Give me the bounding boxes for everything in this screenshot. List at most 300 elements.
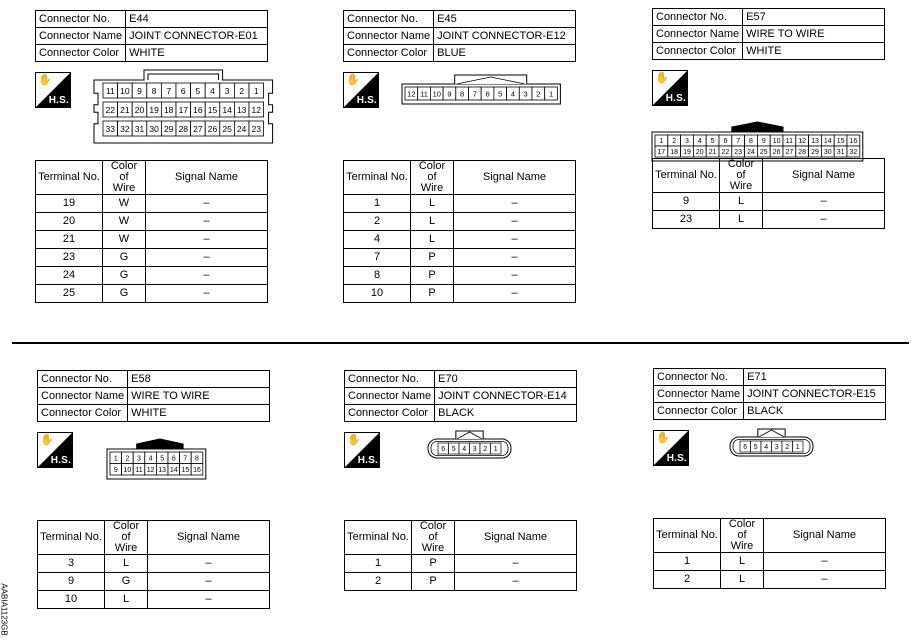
terminal-number: 24 — [36, 267, 103, 285]
terminal-number: 2 — [345, 573, 412, 591]
pin-number: 2 — [125, 455, 130, 463]
connector-color-label: Connector Color — [344, 45, 434, 62]
color-of-wire-header-line1: Color of — [112, 520, 140, 543]
pin-number: 9 — [113, 466, 118, 474]
signal-name: – — [454, 267, 576, 285]
pin-number: 5 — [710, 138, 715, 146]
connector-block-e45 — [343, 10, 578, 303]
wire-color: L — [721, 571, 764, 589]
terminal-table-header — [36, 161, 268, 195]
wire-color: W — [103, 231, 146, 249]
terminal-row — [653, 193, 885, 211]
wire-color: P — [411, 249, 454, 267]
pin-number: 13 — [236, 104, 247, 115]
signal-name: – — [146, 249, 268, 267]
pin-number: 2 — [536, 89, 541, 99]
pin-number: 23 — [251, 123, 262, 134]
pin-number: 2 — [239, 86, 245, 97]
wire-color: P — [412, 573, 455, 591]
terminal-table-header — [654, 519, 886, 553]
pin-number: 6 — [180, 86, 186, 97]
pin-number: 4 — [462, 446, 467, 454]
connector-color-value: WHITE — [128, 405, 270, 422]
terminal-row — [38, 591, 270, 609]
connector-color-label: Connector Color — [345, 405, 435, 422]
wire-color: G — [103, 249, 146, 267]
connector-name-value: JOINT CONNECTOR-E15 — [744, 386, 886, 403]
pin-number: 2 — [785, 444, 790, 452]
harness-side-icon — [653, 430, 689, 466]
signal-name: – — [146, 267, 268, 285]
pin-number: 24 — [747, 149, 755, 157]
connector-block-e58 — [37, 370, 272, 609]
terminal-row — [38, 555, 270, 573]
pin-number: 9 — [447, 89, 452, 99]
connector-number-label: Connector No. — [344, 11, 434, 28]
connector-number-value: E70 — [435, 371, 577, 388]
wire-color: L — [105, 555, 148, 573]
terminal-row — [38, 573, 270, 591]
connector-block-e71 — [653, 368, 888, 589]
signal-name: – — [454, 285, 576, 303]
connector-number-value: E71 — [744, 369, 886, 386]
terminal-row — [36, 195, 268, 213]
harness-side-icon — [37, 432, 73, 468]
color-of-wire-header-line2: Wire — [114, 542, 138, 554]
pin-number: 8 — [151, 86, 157, 97]
terminal-row — [653, 211, 885, 229]
pin-number: 32 — [849, 149, 858, 157]
terminal-no-header: Terminal No. — [36, 161, 103, 195]
terminal-row — [654, 571, 886, 589]
connector-number-label: Connector No. — [36, 11, 126, 28]
info-row — [654, 403, 886, 420]
info-row — [653, 9, 885, 26]
pin-number: 3 — [224, 86, 230, 97]
pin-number: 16 — [193, 466, 201, 474]
connector-number-value: E45 — [434, 11, 576, 28]
pin-number: 12 — [798, 138, 807, 146]
wire-color: L — [720, 193, 763, 211]
wire-color: P — [411, 285, 454, 303]
connector-color-label: Connector Color — [36, 45, 126, 62]
wire-color: L — [105, 591, 148, 609]
hand-icon: ✋ — [655, 72, 669, 84]
connector-info-table — [344, 370, 577, 422]
connector-info-table — [652, 8, 885, 60]
connector-face — [400, 73, 562, 106]
terminal-table-header — [344, 161, 576, 195]
terminal-row — [36, 213, 268, 231]
pin-number: 3 — [472, 446, 477, 454]
hand-icon: ✋ — [347, 434, 361, 446]
terminal-number: 2 — [344, 213, 411, 231]
pin-number: 10 — [120, 86, 130, 97]
signal-name: – — [146, 231, 268, 249]
color-of-wire-header — [412, 521, 455, 555]
connector-key — [137, 439, 183, 449]
connector-number-value: E44 — [126, 11, 268, 28]
signal-name-header: Signal Name — [146, 161, 268, 195]
signal-name: – — [148, 573, 270, 591]
terminal-number: 19 — [36, 195, 103, 213]
signal-name: – — [764, 553, 886, 571]
connector-color-value: BLUE — [434, 45, 576, 62]
signal-name: – — [454, 249, 576, 267]
pin-number: 32 — [120, 123, 130, 134]
signal-name: – — [146, 285, 268, 303]
connector-number-value: E58 — [128, 371, 270, 388]
terminal-no-header: Terminal No. — [654, 519, 721, 553]
figure-code: AABIA1123GB — [0, 583, 9, 636]
hs-label: H.S. — [665, 93, 686, 104]
signal-name: – — [146, 213, 268, 231]
pin-number: 17 — [657, 149, 666, 157]
terminal-number: 9 — [38, 573, 105, 591]
connector-face — [426, 429, 513, 462]
connector-info-table — [343, 10, 576, 62]
connector-block-e57 — [652, 8, 887, 229]
pin-number: 15 — [836, 138, 845, 146]
terminal-number: 1 — [345, 555, 412, 573]
info-row — [36, 11, 268, 28]
terminal-number: 7 — [344, 249, 411, 267]
connector-diagram — [652, 70, 887, 158]
terminal-row — [36, 231, 268, 249]
info-row — [36, 28, 268, 45]
hand-icon: ✋ — [40, 434, 54, 446]
connector-info-table — [653, 368, 886, 420]
connector-face — [650, 120, 865, 163]
pin-number: 1 — [253, 86, 259, 97]
terminal-row — [36, 267, 268, 285]
terminal-row — [344, 249, 576, 267]
pin-number: 4 — [510, 89, 516, 99]
pin-number: 11 — [420, 89, 428, 99]
terminal-number: 21 — [36, 231, 103, 249]
terminal-number: 1 — [654, 553, 721, 571]
pin-number: 6 — [485, 89, 490, 99]
connector-diagram — [343, 72, 578, 160]
pin-number: 17 — [178, 104, 189, 115]
color-of-wire-header — [411, 161, 454, 195]
connector-face — [728, 427, 815, 460]
pin-number: 10 — [772, 138, 781, 146]
terminal-row — [36, 249, 268, 267]
pin-number: 6 — [743, 444, 748, 452]
pin-number: 1 — [659, 138, 664, 146]
connector-name-label: Connector Name — [345, 388, 435, 405]
color-of-wire-header — [720, 159, 763, 193]
signal-name: – — [148, 555, 270, 573]
terminal-number: 10 — [344, 285, 411, 303]
color-of-wire-header-line1: Color of — [418, 160, 446, 183]
connector-color-label: Connector Color — [653, 43, 743, 60]
pin-number: 19 — [683, 149, 691, 157]
pin-number: 1 — [795, 444, 800, 452]
signal-name: – — [454, 213, 576, 231]
pin-number: 7 — [736, 138, 741, 146]
pin-number: 16 — [849, 138, 858, 146]
signal-name: – — [455, 555, 577, 573]
connector-color-value: BLACK — [744, 403, 886, 420]
color-of-wire-header-line1: Color of — [419, 520, 447, 543]
connector-key — [732, 122, 783, 132]
terminal-number: 1 — [344, 195, 411, 213]
pin-number: 25 — [759, 149, 768, 157]
color-of-wire-header-line2: Wire — [730, 540, 754, 552]
pin-number: 16 — [193, 104, 203, 115]
pin-number: 11 — [105, 86, 115, 97]
pin-number: 25 — [222, 123, 232, 134]
pin-number: 27 — [193, 123, 203, 134]
pin-number: 33 — [105, 123, 116, 134]
pin-number: 2 — [483, 446, 488, 454]
signal-name-header: Signal Name — [454, 161, 576, 195]
connector-color-label: Connector Color — [654, 403, 744, 420]
connector-name-label: Connector Name — [653, 26, 743, 43]
color-of-wire-header — [721, 519, 764, 553]
pin-number: 11 — [135, 466, 143, 474]
wire-color: P — [411, 267, 454, 285]
wire-color: L — [721, 553, 764, 571]
color-of-wire-header — [103, 161, 146, 195]
hs-label: H.S. — [357, 455, 378, 466]
wire-color: L — [411, 231, 454, 249]
pin-number: 1 — [113, 455, 118, 463]
pin-number: 31 — [134, 123, 145, 134]
pin-number: 13 — [811, 138, 819, 146]
pin-number: 5 — [160, 455, 165, 463]
pin-number: 20 — [134, 104, 145, 115]
pin-number: 3 — [774, 444, 779, 452]
pin-number: 5 — [195, 86, 201, 97]
wire-color: L — [411, 195, 454, 213]
terminal-number: 10 — [38, 591, 105, 609]
pin-number: 9 — [137, 86, 142, 97]
pin-number: 8 — [749, 138, 753, 146]
terminal-number: 23 — [653, 211, 720, 229]
terminal-table — [37, 520, 270, 609]
terminal-row — [344, 195, 576, 213]
signal-name-header: Signal Name — [764, 519, 886, 553]
pin-number: 3 — [523, 89, 528, 99]
connector-color-value: WHITE — [126, 45, 268, 62]
terminal-table — [35, 160, 268, 303]
terminal-no-header: Terminal No. — [345, 521, 412, 555]
info-row — [345, 388, 577, 405]
connector-diagram — [37, 432, 272, 520]
info-row — [344, 28, 576, 45]
pin-number: 30 — [823, 149, 832, 157]
signal-name: – — [763, 193, 885, 211]
connector-name-value: JOINT CONNECTOR-E12 — [434, 28, 576, 45]
terminal-row — [344, 231, 576, 249]
pin-number: 26 — [772, 149, 781, 157]
connector-number-label: Connector No. — [345, 371, 435, 388]
hs-label: H.S. — [666, 453, 687, 464]
hs-label: H.S. — [50, 455, 71, 466]
pin-number: 29 — [163, 123, 174, 134]
info-row — [345, 371, 577, 388]
signal-name: – — [764, 571, 886, 589]
connector-number-value: E57 — [743, 9, 885, 26]
connector-name-value: WIRE TO WIRE — [743, 26, 885, 43]
pin-number: 7 — [166, 86, 172, 97]
terminal-row — [654, 553, 886, 571]
terminal-table — [652, 158, 885, 229]
connector-diagram — [653, 430, 888, 518]
pin-number: 27 — [785, 149, 794, 157]
signal-name: – — [455, 573, 577, 591]
terminal-table — [344, 520, 577, 591]
pin-number: 1 — [548, 89, 554, 99]
pin-number: 21 — [708, 149, 717, 157]
wire-color: L — [411, 213, 454, 231]
pin-number: 9 — [761, 138, 766, 146]
pin-number: 14 — [169, 466, 178, 474]
color-of-wire-header-line2: Wire — [421, 542, 445, 554]
pin-number: 18 — [670, 149, 679, 157]
color-of-wire-header-line2: Wire — [420, 182, 444, 194]
pin-number: 14 — [222, 104, 232, 115]
wire-color: G — [105, 573, 148, 591]
signal-name-header: Signal Name — [763, 159, 885, 193]
terminal-number: 2 — [654, 571, 721, 589]
pin-number: 28 — [178, 123, 189, 134]
connector-color-value: WHITE — [743, 43, 885, 60]
info-row — [654, 386, 886, 403]
info-row — [653, 43, 885, 60]
connector-info-table — [37, 370, 270, 422]
pin-number: 22 — [721, 149, 730, 157]
terminal-row — [36, 285, 268, 303]
harness-side-icon — [35, 72, 71, 108]
pin-number: 8 — [195, 455, 199, 463]
hs-label: H.S. — [48, 95, 69, 106]
terminal-number: 23 — [36, 249, 103, 267]
terminal-row — [344, 285, 576, 303]
terminal-row — [345, 573, 577, 591]
connector-name-label: Connector Name — [38, 388, 128, 405]
harness-side-icon — [344, 432, 380, 468]
pin-number: 29 — [811, 149, 819, 157]
terminal-row — [344, 267, 576, 285]
color-of-wire-header-line1: Color of — [727, 158, 755, 181]
signal-name: – — [148, 591, 270, 609]
pin-number: 22 — [105, 104, 116, 115]
pin-number: 23 — [734, 149, 743, 157]
hand-icon: ✋ — [346, 74, 360, 86]
terminal-no-header: Terminal No. — [344, 161, 411, 195]
connector-key — [455, 75, 527, 84]
pin-number: 7 — [183, 455, 188, 463]
connector-face — [105, 437, 208, 481]
connector-name-value: WIRE TO WIRE — [128, 388, 270, 405]
pin-number: 1 — [493, 446, 498, 454]
pin-number: 6 — [723, 138, 728, 146]
pin-number: 19 — [149, 104, 159, 115]
signal-name: – — [763, 211, 885, 229]
pin-number: 20 — [695, 149, 704, 157]
pin-number: 30 — [149, 123, 159, 134]
connector-block-e70 — [344, 370, 579, 591]
pin-number: 5 — [498, 89, 503, 99]
connector-color-value: BLACK — [435, 405, 577, 422]
connector-color-label: Connector Color — [38, 405, 128, 422]
pin-number: 10 — [123, 466, 132, 474]
pin-number: 12 — [407, 89, 416, 99]
terminal-row — [344, 213, 576, 231]
pin-number: 13 — [158, 466, 167, 474]
pin-number: 12 — [146, 466, 155, 474]
pin-number: 4 — [148, 455, 153, 463]
info-row — [36, 45, 268, 62]
terminal-number: 9 — [653, 193, 720, 211]
color-of-wire-header — [105, 521, 148, 555]
color-of-wire-header-line2: Wire — [112, 182, 136, 194]
pin-number: 7 — [472, 89, 477, 99]
pin-number: 4 — [210, 86, 215, 97]
signal-name: – — [454, 231, 576, 249]
pin-number: 6 — [441, 446, 446, 454]
signal-name-header: Signal Name — [148, 521, 270, 555]
pin-number: 3 — [137, 455, 141, 463]
terminal-table-header — [653, 159, 885, 193]
connector-info-table — [35, 10, 268, 62]
terminal-table-header — [38, 521, 270, 555]
pin-number: 28 — [798, 149, 807, 157]
pin-number: 8 — [460, 89, 465, 99]
pin-number: 5 — [753, 444, 758, 452]
wire-color: W — [103, 195, 146, 213]
color-of-wire-header-line1: Color of — [728, 518, 756, 541]
info-row — [344, 45, 576, 62]
color-of-wire-header-line2: Wire — [729, 180, 753, 192]
color-of-wire-header-line1: Color of — [110, 160, 138, 183]
pin-number: 15 — [181, 466, 190, 474]
terminal-table — [653, 518, 886, 589]
pin-number: 21 — [120, 104, 130, 115]
terminal-number: 3 — [38, 555, 105, 573]
connector-name-label: Connector Name — [654, 386, 744, 403]
hs-label: H.S. — [356, 95, 377, 106]
info-row — [38, 405, 270, 422]
terminal-number: 8 — [344, 267, 411, 285]
pin-number: 6 — [171, 455, 176, 463]
wire-color: W — [103, 213, 146, 231]
pin-number: 12 — [251, 104, 262, 115]
pin-number: 4 — [697, 138, 702, 146]
signal-name: – — [454, 195, 576, 213]
wire-color: G — [103, 267, 146, 285]
info-row — [38, 371, 270, 388]
terminal-number: 4 — [344, 231, 411, 249]
terminal-table-header — [345, 521, 577, 555]
info-row — [653, 26, 885, 43]
terminal-no-header: Terminal No. — [38, 521, 105, 555]
pin-number: 31 — [836, 149, 845, 157]
connector-key — [148, 74, 219, 80]
pin-number: 10 — [432, 89, 441, 99]
section-divider — [12, 342, 909, 344]
connector-number-label: Connector No. — [38, 371, 128, 388]
connector-name-value: JOINT CONNECTOR-E14 — [435, 388, 577, 405]
connector-face — [92, 68, 275, 145]
connector-diagram — [35, 72, 270, 160]
terminal-no-header: Terminal No. — [653, 159, 720, 193]
pin-number: 18 — [163, 104, 174, 115]
